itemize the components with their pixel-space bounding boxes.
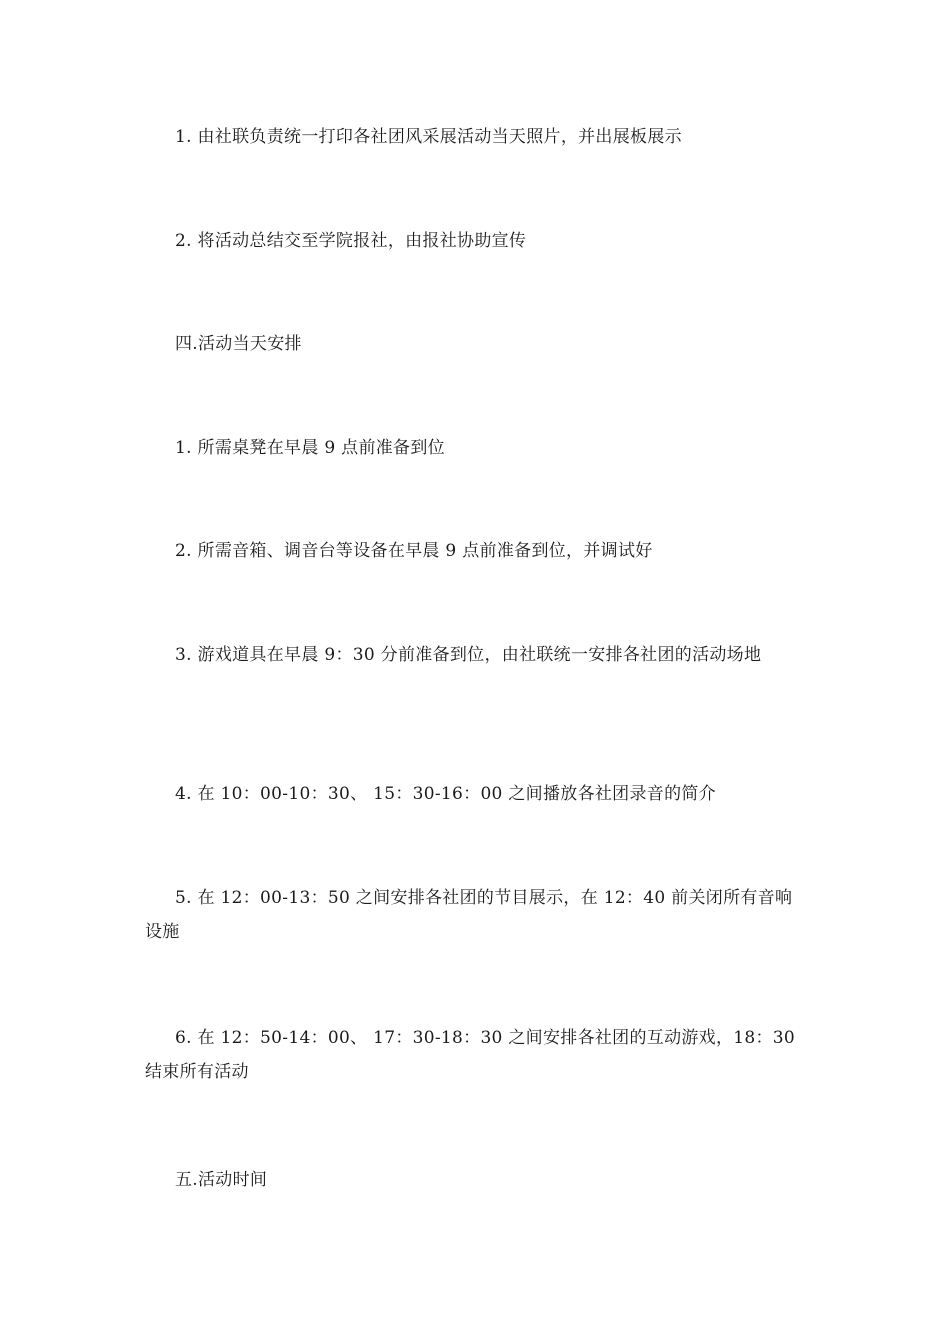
paragraph-photo-display: 1. 由社联负责统一打印各社团风采展活动当天照片，并出展板展示 [175, 127, 682, 147]
paragraph-interactive-games: 6. 在 12：50-14：00、 17：30-18：30 之间安排各社团的互动游戏，18：30 结束所有活动 [145, 1028, 796, 1082]
section-heading-activity-time: 五.活动时间 [175, 1170, 268, 1190]
paragraph-summary-submission: 2. 将活动总结交至学院报社，由报社协助宣传 [175, 231, 527, 251]
paragraph-tables-chairs: 1. 所需桌凳在早晨 9 点前准备到位 [175, 438, 445, 458]
paragraph-game-props: 3. 游戏道具在早晨 9：30 分前准备到位，由社联统一安排各社团的活动场地 [175, 645, 762, 665]
paragraph-recording-playback: 4. 在 10：00-10：30、 15：30-16：00 之间播放各社团录音的简介 [175, 784, 716, 804]
section-heading-day-arrangement: 四.活动当天安排 [175, 334, 302, 354]
paragraph-program-show: 5. 在 12：00-13：50 之间安排各社团的节目展示，在 12：40 前关闭所有音响设施 [145, 888, 793, 942]
paragraph-audio-equipment: 2. 所需音箱、调音台等设备在早晨 9 点前准备到位，并调试好 [175, 541, 653, 561]
